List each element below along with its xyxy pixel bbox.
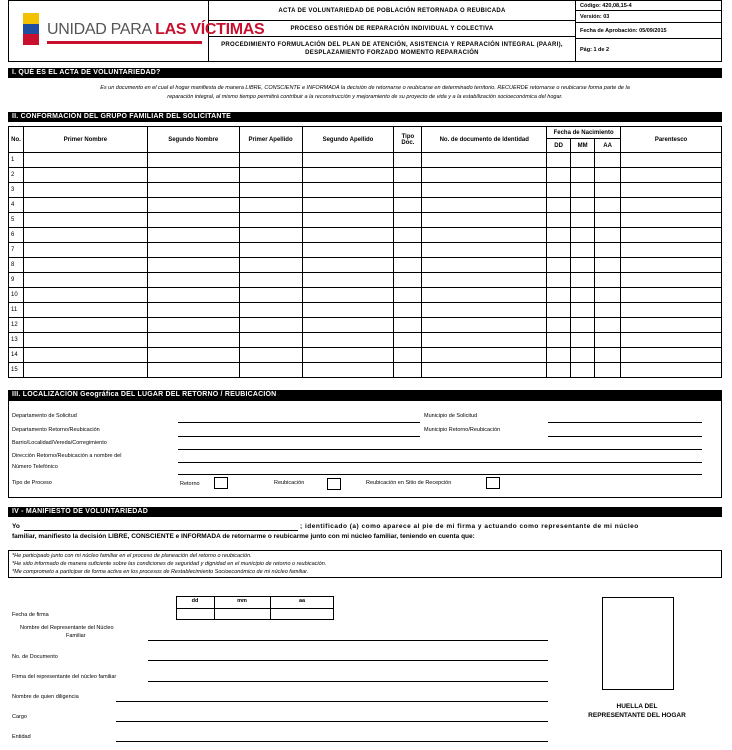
field-rep-signature[interactable] bbox=[148, 681, 548, 682]
table-row bbox=[9, 213, 722, 228]
table-cell[interactable] bbox=[547, 348, 571, 363]
table-cell[interactable] bbox=[147, 348, 239, 363]
table-cell[interactable] bbox=[595, 213, 621, 228]
row-number: 5 bbox=[9, 213, 24, 228]
table-cell[interactable] bbox=[422, 153, 547, 168]
table-cell[interactable] bbox=[547, 303, 571, 318]
col-aa: AA bbox=[595, 139, 621, 153]
label-rep-name-2: Familiar bbox=[66, 633, 86, 639]
field-phone[interactable] bbox=[178, 474, 702, 475]
section-4-title: IV - MANIFIESTO DE VOLUNTARIEDAD bbox=[8, 507, 722, 517]
manifest-text-1: ; identificado (a) como aparece al pie de mi firma y actuando como representante de mi núcleo bbox=[300, 523, 639, 530]
date-dd-label: dd bbox=[191, 598, 199, 604]
table-cell[interactable] bbox=[394, 228, 422, 243]
field-position[interactable] bbox=[116, 721, 548, 722]
row-number: 13 bbox=[9, 333, 24, 348]
row-number: 14 bbox=[9, 348, 24, 363]
table-cell[interactable] bbox=[239, 288, 302, 303]
table-cell[interactable] bbox=[147, 288, 239, 303]
table-cell[interactable] bbox=[147, 303, 239, 318]
table-cell[interactable] bbox=[23, 243, 147, 258]
row-number: 6 bbox=[9, 228, 24, 243]
page-number: Pág: 1 de 2 bbox=[580, 47, 610, 53]
table-cell[interactable] bbox=[394, 333, 422, 348]
label-mun-return: Municipio Retorno/Reubicación bbox=[424, 427, 501, 433]
table-cell[interactable] bbox=[302, 318, 394, 333]
table-cell[interactable] bbox=[147, 318, 239, 333]
table-cell[interactable] bbox=[621, 213, 722, 228]
table-cell[interactable] bbox=[23, 198, 147, 213]
section-3-title: III. LOCALIZACIÓN Geográfica DEL LUGAR DEL RETORNO / REUBICACIÓN bbox=[8, 390, 722, 400]
table-cell[interactable] bbox=[571, 213, 595, 228]
table-cell[interactable] bbox=[595, 153, 621, 168]
checkbox-relocation-site[interactable] bbox=[486, 477, 500, 489]
table-row bbox=[9, 258, 722, 273]
table-cell[interactable] bbox=[571, 348, 595, 363]
table-cell[interactable] bbox=[422, 333, 547, 348]
table-cell[interactable] bbox=[394, 168, 422, 183]
manifest-bullet: *He sido informado de manera suficiente sobre las condiciones de seguridad y dignidad en el municipio de retorno o reubicación. bbox=[12, 561, 327, 567]
col-doc-number: No. de documento de Identidad bbox=[422, 127, 547, 153]
table-cell[interactable] bbox=[239, 363, 302, 378]
table-cell[interactable] bbox=[571, 153, 595, 168]
label-entity: Entidad bbox=[12, 734, 31, 740]
label-neighborhood: Barrio/Localidad/Vereda/Corregimiento bbox=[12, 440, 107, 446]
table-cell[interactable] bbox=[595, 288, 621, 303]
table-cell[interactable] bbox=[23, 318, 147, 333]
table-cell[interactable] bbox=[302, 258, 394, 273]
table-cell[interactable] bbox=[394, 258, 422, 273]
table-cell[interactable] bbox=[547, 183, 571, 198]
row-number: 11 bbox=[9, 303, 24, 318]
table-cell[interactable] bbox=[547, 258, 571, 273]
table-cell[interactable] bbox=[621, 303, 722, 318]
table-cell[interactable] bbox=[422, 243, 547, 258]
table-cell[interactable] bbox=[621, 153, 722, 168]
table-cell[interactable] bbox=[147, 243, 239, 258]
option-relocation-site-label: Reubicación en Sitio de Recepción bbox=[366, 480, 452, 486]
table-cell[interactable] bbox=[595, 198, 621, 213]
table-cell[interactable] bbox=[394, 213, 422, 228]
table-cell[interactable] bbox=[147, 363, 239, 378]
table-cell[interactable] bbox=[595, 228, 621, 243]
table-cell[interactable] bbox=[422, 228, 547, 243]
row-number: 8 bbox=[9, 258, 24, 273]
table-cell[interactable] bbox=[302, 273, 394, 288]
table-cell[interactable] bbox=[147, 258, 239, 273]
procedure-name: PROCEDIMIENTO FORMULACIÓN DEL PLAN DE ATENCIÓN, ASISTENCIA Y REPARACIÓN INTEGRAL (PAARI), DESPLAZAMIENTO FORZADO MOMENTO REPARACIÓN bbox=[221, 42, 563, 56]
header-titles bbox=[209, 1, 576, 61]
table-cell[interactable] bbox=[147, 153, 239, 168]
table-row bbox=[9, 288, 722, 303]
col-doc-type: Tipo Doc. bbox=[394, 127, 422, 153]
table-cell[interactable] bbox=[239, 348, 302, 363]
form-code: Código: 420,08,15-4 bbox=[576, 1, 722, 11]
field-entity[interactable] bbox=[116, 741, 548, 742]
table-cell[interactable] bbox=[595, 363, 621, 378]
table-row bbox=[9, 183, 722, 198]
table-cell[interactable] bbox=[547, 198, 571, 213]
row-number: 4 bbox=[9, 198, 24, 213]
table-cell[interactable] bbox=[422, 273, 547, 288]
logo-area bbox=[9, 1, 265, 61]
table-row bbox=[9, 363, 722, 378]
label-rep-name-1: Nombre del Representante del Núcleo bbox=[20, 625, 114, 631]
table-cell[interactable] bbox=[302, 288, 394, 303]
col-dd: DD bbox=[547, 139, 571, 153]
row-number: 12 bbox=[9, 318, 24, 333]
table-cell[interactable] bbox=[422, 363, 547, 378]
table-cell[interactable] bbox=[239, 153, 302, 168]
table-cell[interactable] bbox=[621, 318, 722, 333]
field-declarant-name[interactable] bbox=[24, 530, 298, 531]
manifest-text-2: familiar, manifiesto la decisión LIBRE, CONSCIENTE e INFORMADA de retornarme o reubicarme junto con mi núcleo familiar, teniendo en cuenta que: bbox=[12, 533, 475, 540]
table-cell[interactable] bbox=[547, 288, 571, 303]
table-cell[interactable] bbox=[422, 198, 547, 213]
table-cell[interactable] bbox=[595, 333, 621, 348]
col-mm: MM bbox=[571, 139, 595, 153]
table-cell[interactable] bbox=[147, 273, 239, 288]
col-second-name: Segundo Nombre bbox=[147, 127, 239, 153]
option-relocation-label: Reubicación bbox=[274, 480, 305, 486]
logo-text: UNIDAD PARA LAS VÍCTIMAS bbox=[47, 21, 265, 38]
table-cell[interactable] bbox=[302, 198, 394, 213]
table-cell[interactable] bbox=[302, 363, 394, 378]
table-cell[interactable] bbox=[239, 198, 302, 213]
table-cell[interactable] bbox=[239, 258, 302, 273]
table-cell[interactable] bbox=[394, 198, 422, 213]
table-cell[interactable] bbox=[571, 243, 595, 258]
table-cell[interactable] bbox=[394, 183, 422, 198]
table-row bbox=[9, 168, 722, 183]
table-cell[interactable] bbox=[239, 318, 302, 333]
option-return-label: Retorno bbox=[180, 481, 200, 487]
label-who-handles: Nombre de quien diligencia bbox=[12, 694, 79, 700]
table-row bbox=[9, 303, 722, 318]
table-cell[interactable] bbox=[147, 183, 239, 198]
table-cell[interactable] bbox=[595, 258, 621, 273]
label-sign-date: Fecha de firma bbox=[12, 612, 49, 618]
table-cell[interactable] bbox=[394, 363, 422, 378]
table-row bbox=[9, 243, 722, 258]
family-members-table bbox=[8, 126, 722, 378]
field-rep-name[interactable] bbox=[148, 640, 548, 641]
table-cell[interactable] bbox=[571, 363, 595, 378]
table-row bbox=[9, 333, 722, 348]
table-row bbox=[9, 198, 722, 213]
table-cell[interactable] bbox=[595, 348, 621, 363]
form-title: ACTA DE VOLUNTARIEDAD DE POBLACIÓN RETORNADA O REUBICADA bbox=[209, 1, 575, 21]
col-relationship: Parentesco bbox=[621, 127, 722, 153]
table-cell[interactable] bbox=[571, 288, 595, 303]
table-cell[interactable] bbox=[621, 258, 722, 273]
table-cell[interactable] bbox=[147, 198, 239, 213]
label-doc-number: No. de Documento bbox=[12, 654, 58, 660]
checkbox-return[interactable] bbox=[214, 477, 228, 489]
table-cell[interactable] bbox=[239, 333, 302, 348]
table-cell[interactable] bbox=[422, 318, 547, 333]
table-cell[interactable] bbox=[394, 348, 422, 363]
table-cell[interactable] bbox=[571, 168, 595, 183]
table-cell[interactable] bbox=[422, 288, 547, 303]
table-cell[interactable] bbox=[302, 153, 394, 168]
col-birth-date: Fecha de Nacimiento bbox=[547, 127, 621, 139]
col-second-surname: Segundo Apellido bbox=[302, 127, 394, 153]
table-cell[interactable] bbox=[547, 228, 571, 243]
table-row bbox=[9, 318, 722, 333]
date-dd-field[interactable] bbox=[177, 609, 213, 619]
table-cell[interactable] bbox=[23, 183, 147, 198]
table-cell[interactable] bbox=[394, 303, 422, 318]
table-cell[interactable] bbox=[422, 348, 547, 363]
table-cell[interactable] bbox=[422, 258, 547, 273]
manifest-bullets bbox=[12, 552, 326, 576]
table-cell[interactable] bbox=[547, 273, 571, 288]
table-cell[interactable] bbox=[422, 303, 547, 318]
checkbox-relocation[interactable] bbox=[327, 478, 341, 490]
table-cell[interactable] bbox=[595, 168, 621, 183]
table-cell[interactable] bbox=[23, 333, 147, 348]
label-process-type: Tipo de Proceso bbox=[12, 480, 52, 486]
table-cell[interactable] bbox=[547, 318, 571, 333]
table-cell[interactable] bbox=[571, 333, 595, 348]
label-phone: Número Telefónico bbox=[12, 464, 58, 470]
table-cell[interactable] bbox=[23, 348, 147, 363]
date-aa-label: aa bbox=[298, 598, 306, 604]
table-cell[interactable] bbox=[302, 213, 394, 228]
table-cell[interactable] bbox=[595, 318, 621, 333]
table-cell[interactable] bbox=[302, 333, 394, 348]
table-cell[interactable] bbox=[147, 168, 239, 183]
table-cell[interactable] bbox=[547, 168, 571, 183]
table-cell[interactable] bbox=[547, 153, 571, 168]
section-2-title: II. CONFORMACIÓN DEL GRUPO FAMILIAR DEL SOLICITANTE bbox=[8, 112, 722, 122]
field-who-handles[interactable] bbox=[116, 701, 548, 702]
row-number: 9 bbox=[9, 273, 24, 288]
table-cell[interactable] bbox=[595, 303, 621, 318]
document-header bbox=[8, 0, 722, 62]
label-dept-request: Departamento de Solicitud bbox=[12, 413, 77, 419]
date-aa-field[interactable] bbox=[271, 609, 333, 619]
table-cell[interactable] bbox=[239, 168, 302, 183]
field-dept-request[interactable] bbox=[178, 422, 420, 423]
approval-date: Fecha de Aprobación: 05/09/2015 bbox=[576, 23, 722, 39]
table-cell[interactable] bbox=[147, 213, 239, 228]
table-cell[interactable] bbox=[621, 243, 722, 258]
table-cell[interactable] bbox=[302, 168, 394, 183]
col-first-surname: Primer Apellido bbox=[239, 127, 302, 153]
table-cell[interactable] bbox=[23, 228, 147, 243]
manifest-yo: Yo bbox=[12, 523, 20, 530]
table-cell[interactable] bbox=[422, 168, 547, 183]
table-cell[interactable] bbox=[302, 348, 394, 363]
table-cell[interactable] bbox=[571, 318, 595, 333]
table-cell[interactable] bbox=[422, 183, 547, 198]
table-cell[interactable] bbox=[621, 333, 722, 348]
field-dept-return[interactable] bbox=[178, 436, 420, 437]
row-number: 1 bbox=[9, 153, 24, 168]
table-cell[interactable] bbox=[23, 363, 147, 378]
fingerprint-label-1: HUELLA DEL bbox=[616, 703, 658, 710]
table-cell[interactable] bbox=[621, 168, 722, 183]
label-address: Dirección Retorno/Reubicación a nombre del bbox=[12, 453, 122, 459]
table-cell[interactable] bbox=[621, 198, 722, 213]
header-meta bbox=[576, 1, 722, 61]
table-cell[interactable] bbox=[147, 228, 239, 243]
table-row bbox=[9, 348, 722, 363]
table-cell[interactable] bbox=[302, 243, 394, 258]
table-cell[interactable] bbox=[571, 198, 595, 213]
table-cell[interactable] bbox=[621, 183, 722, 198]
table-cell[interactable] bbox=[239, 213, 302, 228]
process-name: PROCESO GESTIÓN DE REPARACIÓN INDIVIDUAL Y COLECTIVA bbox=[209, 21, 575, 37]
table-row bbox=[9, 153, 722, 168]
label-mun-request: Municipio de Solicitud bbox=[424, 413, 478, 419]
table-cell[interactable] bbox=[571, 183, 595, 198]
row-number: 3 bbox=[9, 183, 24, 198]
table-cell[interactable] bbox=[23, 273, 147, 288]
row-number: 15 bbox=[9, 363, 24, 378]
manifest-bullet: *Me comprometo a participar de forma activa en los procesos de Restablecimiento Socioeconómico de mi núcleo familiar. bbox=[12, 569, 309, 575]
table-cell[interactable] bbox=[571, 258, 595, 273]
table-cell[interactable] bbox=[239, 228, 302, 243]
fingerprint-label-2: REPRESENTANTE DEL HOGAR bbox=[588, 712, 686, 719]
table-cell[interactable] bbox=[547, 333, 571, 348]
table-cell[interactable] bbox=[394, 273, 422, 288]
table-cell[interactable] bbox=[394, 243, 422, 258]
table-cell[interactable] bbox=[394, 288, 422, 303]
table-cell[interactable] bbox=[422, 213, 547, 228]
date-mm-label: mm bbox=[237, 598, 247, 604]
table-cell[interactable] bbox=[394, 153, 422, 168]
table-cell[interactable] bbox=[239, 183, 302, 198]
row-number: 10 bbox=[9, 288, 24, 303]
table-cell[interactable] bbox=[302, 183, 394, 198]
table-cell[interactable] bbox=[571, 303, 595, 318]
table-cell[interactable] bbox=[239, 243, 302, 258]
table-cell[interactable] bbox=[595, 243, 621, 258]
table-cell[interactable] bbox=[23, 213, 147, 228]
field-mun-return[interactable] bbox=[548, 436, 702, 437]
table-cell[interactable] bbox=[394, 318, 422, 333]
colombia-shield-icon bbox=[21, 11, 41, 49]
table-row bbox=[9, 273, 722, 288]
table-cell[interactable] bbox=[621, 273, 722, 288]
table-cell[interactable] bbox=[571, 273, 595, 288]
table-cell[interactable] bbox=[23, 153, 147, 168]
table-cell[interactable] bbox=[621, 348, 722, 363]
table-cell[interactable] bbox=[547, 243, 571, 258]
table-cell[interactable] bbox=[621, 228, 722, 243]
field-address[interactable] bbox=[178, 462, 702, 463]
row-number: 2 bbox=[9, 168, 24, 183]
table-cell[interactable] bbox=[23, 168, 147, 183]
field-neighborhood[interactable] bbox=[178, 449, 702, 450]
table-cell[interactable] bbox=[571, 228, 595, 243]
table-cell[interactable] bbox=[547, 213, 571, 228]
date-mm-field[interactable] bbox=[215, 609, 269, 619]
field-doc-number[interactable] bbox=[148, 660, 548, 661]
manifest-bullet: *He participado junto con mi núcleo familiar en el proceso de planeación del retorno o reubicación. bbox=[12, 553, 252, 559]
row-number: 7 bbox=[9, 243, 24, 258]
table-cell[interactable] bbox=[547, 363, 571, 378]
table-cell[interactable] bbox=[595, 273, 621, 288]
col-no: No. bbox=[9, 127, 24, 153]
label-rep-signature: Firma del representante del núcleo familiar bbox=[12, 674, 117, 680]
table-cell[interactable] bbox=[239, 303, 302, 318]
logo-underline bbox=[47, 41, 202, 44]
table-cell[interactable] bbox=[147, 333, 239, 348]
table-cell[interactable] bbox=[23, 303, 147, 318]
field-mun-request[interactable] bbox=[548, 422, 702, 423]
col-first-name: Primer Nombre bbox=[23, 127, 147, 153]
fingerprint-box[interactable] bbox=[602, 597, 674, 690]
section-1-title: I. QUÉ ES EL ACTA DE VOLUNTARIEDAD? bbox=[8, 68, 722, 78]
label-dept-return: Departamento Retorno/Reubicación bbox=[12, 427, 100, 433]
table-cell[interactable] bbox=[239, 273, 302, 288]
table-cell[interactable] bbox=[23, 288, 147, 303]
section-1-text-2: reparación integral, al mismo tiempo permitirá contribuir a la reconstrucción y mejoramiento de su proyecto de vida y a la estabilización socioeconómica del hogar. bbox=[167, 94, 563, 100]
table-cell[interactable] bbox=[595, 183, 621, 198]
table-cell[interactable] bbox=[621, 363, 722, 378]
section-1-text-1: Es un documento en el cual el hogar manifiesta de manera LIBRE, CONSCIENTE e INFORMADA la decisión de retornarse o reubicarse en determinado territorio. RECUERDE retornarse o reubicarse forma parte de la bbox=[100, 85, 630, 91]
table-cell[interactable] bbox=[621, 288, 722, 303]
table-cell[interactable] bbox=[23, 258, 147, 273]
table-cell[interactable] bbox=[302, 228, 394, 243]
form-version: Versión: 03 bbox=[576, 11, 722, 23]
label-position: Cargo bbox=[12, 714, 27, 720]
table-cell[interactable] bbox=[302, 303, 394, 318]
table-row bbox=[9, 228, 722, 243]
